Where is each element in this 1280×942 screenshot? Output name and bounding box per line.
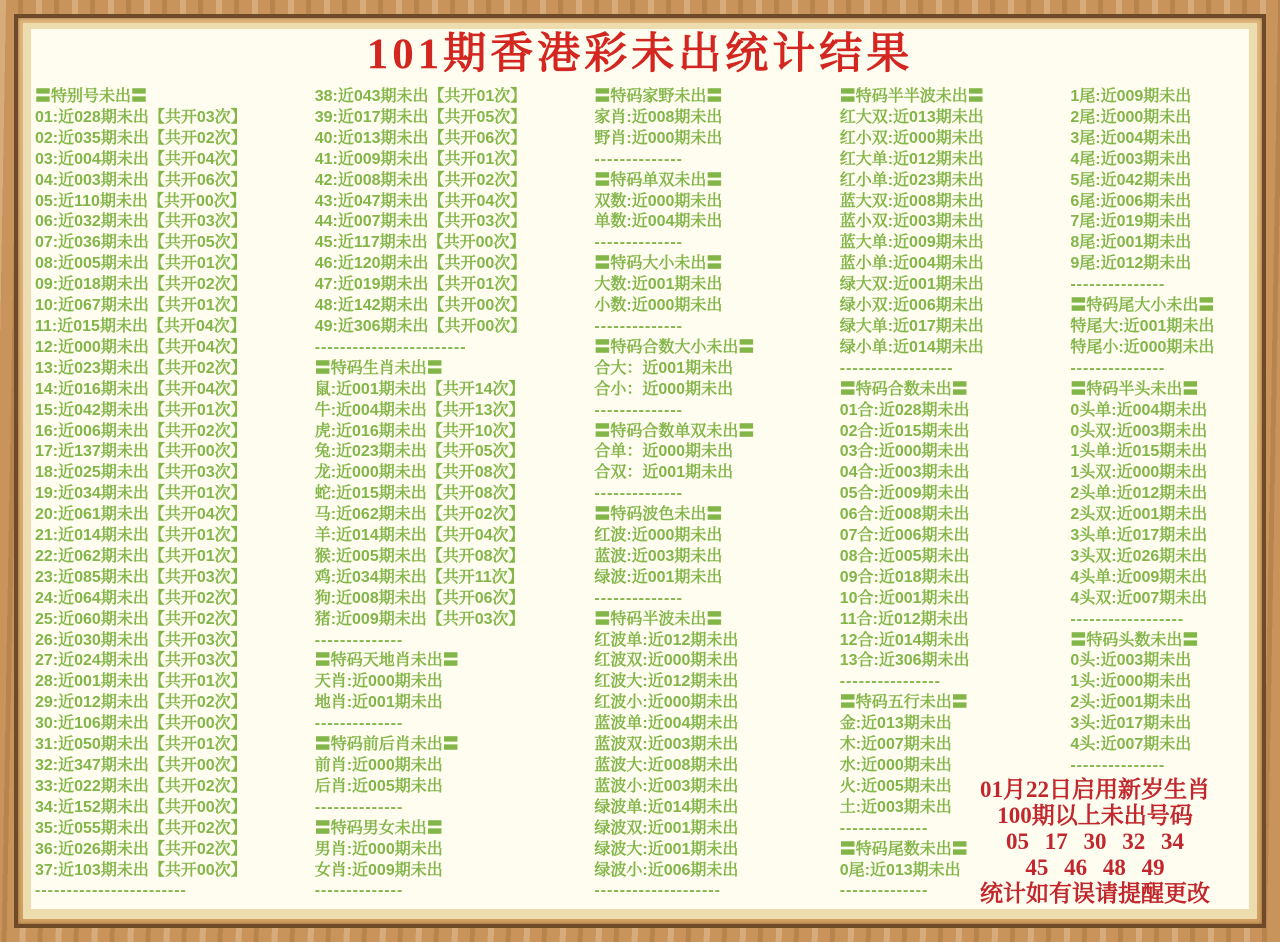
stat-line: 07合:近006期未出 — [839, 527, 970, 545]
stat-line: 08:近005期未出【共开01次】 — [35, 255, 247, 273]
stat-line: 3头:近017期未出 — [1070, 715, 1192, 733]
stat-line: 12:近000期未出【共开04次】 — [35, 338, 247, 356]
section-header: 〓特码合数未出〓 — [839, 380, 968, 398]
section-header: 〓特码天地肖未出〓 — [314, 652, 459, 670]
separator: -------------- — [594, 150, 683, 168]
stat-line: 蓝波:近003期未出 — [594, 547, 723, 565]
stat-line: 13:近023期未出【共开02次】 — [35, 359, 247, 377]
stat-line: 小数:近000期未出 — [594, 297, 723, 315]
stat-line: 绿小双:近006期未出 — [839, 297, 984, 315]
section-header: 〓特码生肖未出〓 — [314, 359, 443, 377]
stat-line: 02:近035期未出【共开02次】 — [35, 129, 247, 147]
stat-line: 羊:近014期未出【共开04次】 — [314, 527, 525, 545]
stat-line: 27:近024期未出【共开03次】 — [35, 652, 247, 670]
stat-line: 0头:近003期未出 — [1070, 652, 1192, 670]
stat-line: 8尾:近001期未出 — [1070, 234, 1192, 252]
stat-line: 34:近152期未出【共开00次】 — [35, 798, 247, 816]
section-header: 〓特码五行未出〓 — [839, 694, 968, 712]
stat-line: 09合:近018期未出 — [839, 568, 970, 586]
stat-line: 特尾小:近000期未出 — [1070, 338, 1215, 356]
stat-line: 女肖:近009期未出 — [314, 861, 443, 879]
separator: -------------------- — [594, 882, 721, 900]
stat-line: 23:近085期未出【共开03次】 — [35, 568, 247, 586]
separator: ---------------- — [839, 673, 941, 691]
stat-line: 绿波大:近001期未出 — [594, 840, 739, 858]
separator: -------------- — [839, 819, 929, 837]
separator: -------------- — [594, 234, 683, 252]
stat-line: 30:近106期未出【共开00次】 — [35, 715, 247, 733]
stat-line: 10合:近001期未出 — [839, 589, 970, 607]
footer-line: 01月22日启用新岁生肖 — [980, 777, 1210, 802]
stat-line: 35:近055期未出【共开02次】 — [35, 819, 247, 837]
stat-line: 20:近061期未出【共开04次】 — [35, 506, 247, 524]
stat-line: 4尾:近003期未出 — [1070, 150, 1192, 168]
separator: -------------- — [839, 882, 929, 900]
section-header: 〓特别号未出〓 — [35, 88, 148, 105]
stat-line: 4头双:近007期未出 — [1070, 589, 1208, 607]
stat-line: 15:近042期未出【共开01次】 — [35, 401, 247, 419]
section-header: 〓特码单双未出〓 — [594, 171, 723, 189]
stat-line: 前肖:近000期未出 — [314, 757, 443, 774]
stat-line: 06合:近008期未出 — [839, 506, 970, 524]
stat-line: 21:近014期未出【共开01次】 — [35, 527, 247, 545]
stat-line: 绿波双:近001期未出 — [594, 819, 739, 837]
stat-line: 14:近016期未出【共开04次】 — [35, 380, 247, 398]
section-header: 〓特码大小未出〓 — [594, 255, 723, 273]
section-header: 〓特码合数大小未出〓 — [594, 338, 755, 356]
stat-line: 龙:近000期未出【共开08次】 — [314, 464, 525, 482]
stat-line: 合小：近000期未出 — [594, 380, 734, 398]
column-special-numbers — [35, 87, 315, 902]
stat-line: 46:近120期未出【共开00次】 — [314, 255, 527, 273]
stat-line: 水:近000期未出 — [839, 757, 952, 774]
stat-line: 绿波单:近014期未出 — [594, 798, 739, 816]
separator: ------------------------ — [35, 882, 187, 900]
stat-line: 虎:近016期未出【共开10次】 — [314, 422, 525, 440]
stat-line: 双数:近000期未出 — [594, 192, 723, 210]
section-header: 〓特码半波未出〓 — [594, 610, 723, 628]
page-title: 101期香港彩未出统计结果 — [366, 31, 914, 78]
stat-line: 地肖:近001期未出 — [314, 694, 443, 712]
footer-line: 45 46 48 49 — [1025, 855, 1165, 880]
stat-line: 36:近026期未出【共开02次】 — [35, 840, 247, 858]
stat-line: 49:近306期未出【共开00次】 — [314, 317, 527, 335]
column-attributes — [594, 87, 839, 902]
stat-line: 绿大单:近017期未出 — [839, 317, 984, 335]
stat-line: 2头双:近001期未出 — [1070, 506, 1208, 524]
stat-line: 蓝小单:近004期未出 — [839, 255, 984, 273]
stat-line: 3头单:近017期未出 — [1070, 527, 1208, 545]
stat-line: 马:近062期未出【共开02次】 — [314, 506, 525, 524]
stat-line: 38:近043期未出【共开01次】 — [314, 88, 527, 105]
stat-line: 蓝波单:近004期未出 — [594, 715, 739, 733]
stat-line: 06:近032期未出【共开03次】 — [35, 213, 247, 231]
separator: ------------------ — [839, 359, 954, 377]
stat-line: 22:近062期未出【共开01次】 — [35, 547, 247, 565]
separator: --------------- — [1070, 757, 1166, 774]
stat-line: 蓝波小:近003期未出 — [594, 777, 739, 795]
stat-line: 红大单:近012期未出 — [839, 150, 984, 168]
stat-line: 1尾:近009期未出 — [1070, 88, 1192, 105]
stat-line: 2头单:近012期未出 — [1070, 485, 1208, 503]
stat-line: 单数:近004期未出 — [594, 213, 723, 231]
stat-line: 0头单:近004期未出 — [1070, 401, 1208, 419]
stat-line: 6尾:近006期未出 — [1070, 192, 1192, 210]
stat-line: 1头单:近015期未出 — [1070, 443, 1208, 461]
frame-bevel — [14, 14, 1266, 928]
stat-line: 狗:近008期未出【共开06次】 — [314, 589, 525, 607]
stat-line: 31:近050期未出【共开01次】 — [35, 736, 247, 754]
stat-line: 05:近110期未出【共开00次】 — [35, 192, 246, 210]
stat-line: 43:近047期未出【共开04次】 — [314, 192, 527, 210]
stat-line: 42:近008期未出【共开02次】 — [314, 171, 527, 189]
stat-line: 11合:近012期未出 — [839, 610, 969, 628]
stat-line: 特尾大:近001期未出 — [1070, 317, 1215, 335]
stat-line: 5尾:近042期未出 — [1070, 171, 1192, 189]
stat-line: 1头:近000期未出 — [1070, 673, 1192, 691]
stat-line: 3头双:近026期未出 — [1070, 547, 1208, 565]
stat-line: 45:近117期未出【共开00次】 — [314, 234, 526, 252]
separator: -------------- — [594, 401, 683, 419]
section-header: 〓特码半头未出〓 — [1070, 380, 1199, 398]
stat-line: 13合:近306期未出 — [839, 652, 970, 670]
stat-line: 火:近005期未出 — [839, 777, 952, 795]
separator: -------------- — [314, 882, 404, 900]
separator: --------------- — [1070, 276, 1166, 294]
stat-line: 红波大:近012期未出 — [594, 673, 739, 691]
stat-line: 29:近012期未出【共开02次】 — [35, 694, 247, 712]
stat-line: 红波:近000期未出 — [594, 527, 723, 545]
stat-line: 41:近009期未出【共开01次】 — [314, 150, 527, 168]
stat-line: 0头双:近003期未出 — [1070, 422, 1208, 440]
footer-line: 05 17 30 32 34 — [1006, 829, 1184, 854]
stat-line: 7尾:近019期未出 — [1070, 213, 1192, 231]
stat-line: 野肖:近000期未出 — [594, 129, 723, 147]
stat-line: 48:近142期未出【共开00次】 — [314, 297, 527, 315]
stat-line: 土:近003期未出 — [839, 798, 952, 816]
stat-line: 17:近137期未出【共开00次】 — [35, 443, 247, 461]
stat-line: 合单：近000期未出 — [594, 443, 734, 461]
stat-line: 蓝小双:近003期未出 — [839, 213, 984, 231]
stat-line: 蛇:近015期未出【共开08次】 — [314, 485, 525, 503]
stat-line: 12合:近014期未出 — [839, 631, 970, 649]
stat-line: 10:近067期未出【共开01次】 — [35, 297, 247, 315]
stat-line: 44:近007期未出【共开03次】 — [314, 213, 527, 231]
stat-line: 蓝波大:近008期未出 — [594, 757, 739, 774]
stat-line: 红大双:近013期未出 — [839, 108, 984, 126]
stat-line: 40:近013期未出【共开06次】 — [314, 129, 527, 147]
separator: ------------------ — [1070, 610, 1185, 628]
stat-line: 04合:近003期未出 — [839, 464, 970, 482]
stat-line: 牛:近004期未出【共开13次】 — [314, 401, 525, 419]
stat-line: 03合:近000期未出 — [839, 443, 970, 461]
separator: -------------- — [594, 317, 683, 335]
stat-line: 4头:近007期未出 — [1070, 736, 1192, 754]
stat-line: 绿波:近001期未出 — [594, 568, 723, 586]
stat-line: 猴:近005期未出【共开08次】 — [314, 547, 525, 565]
column-numbers-zodiac — [315, 87, 595, 902]
stat-line: 鼠:近001期未出【共开14次】 — [314, 380, 525, 398]
stat-line: 蓝大单:近009期未出 — [839, 234, 984, 252]
stat-line: 大数:近001期未出 — [594, 276, 723, 294]
stat-line: 家肖:近008期未出 — [594, 108, 723, 126]
stat-line: 09:近018期未出【共开02次】 — [35, 276, 247, 294]
stat-line: 25:近060期未出【共开02次】 — [35, 610, 247, 628]
section-header: 〓特码尾大小未出〓 — [1070, 297, 1215, 315]
stat-line: 蓝大双:近008期未出 — [839, 192, 984, 210]
section-header: 〓特码头数未出〓 — [1070, 631, 1199, 649]
stat-line: 红波双:近000期未出 — [594, 652, 739, 670]
stat-line: 兔:近023期未出【共开05次】 — [314, 443, 525, 461]
stat-line: 16:近006期未出【共开02次】 — [35, 422, 247, 440]
section-header: 〓特码家野未出〓 — [594, 88, 723, 105]
separator: -------------- — [594, 589, 683, 607]
stat-line: 02合:近015期未出 — [839, 422, 970, 440]
stat-line: 男肖:近000期未出 — [314, 840, 443, 858]
stat-line: 07:近036期未出【共开05次】 — [35, 234, 247, 252]
stat-line: 11:近015期未出【共开04次】 — [35, 317, 246, 335]
stat-line: 鸡:近034期未出【共开11次】 — [314, 568, 524, 586]
section-header: 〓特码前后肖未出〓 — [314, 736, 459, 754]
separator: -------------- — [314, 631, 404, 649]
stat-line: 金:近013期未出 — [839, 715, 952, 733]
stat-line: 合双：近001期未出 — [594, 464, 734, 482]
stat-line: 绿大双:近001期未出 — [839, 276, 984, 294]
stat-line: 天肖:近000期未出 — [314, 673, 443, 691]
section-header: 〓特码男女未出〓 — [314, 819, 443, 837]
stat-line: 01:近028期未出【共开03次】 — [35, 108, 247, 126]
stat-line: 28:近001期未出【共开01次】 — [35, 673, 247, 691]
stat-line: 0尾:近013期未出 — [839, 861, 961, 879]
stat-line: 红波单:近012期未出 — [594, 631, 739, 649]
separator: --------------- — [1070, 359, 1166, 377]
stat-line: 红波小:近000期未出 — [594, 694, 739, 712]
stat-line: 蓝波双:近003期未出 — [594, 736, 739, 754]
stat-line: 19:近034期未出【共开01次】 — [35, 485, 247, 503]
separator: -------------- — [594, 485, 683, 503]
stat-line: 木:近007期未出 — [839, 736, 952, 754]
stat-line: 01合:近028期未出 — [839, 401, 970, 419]
footer-notice — [945, 777, 1245, 907]
stat-line: 绿波小:近006期未出 — [594, 861, 739, 879]
stat-line: 2尾:近000期未出 — [1070, 108, 1192, 126]
footer-line: 100期以上未出号码 — [997, 803, 1193, 828]
section-header: 〓特码半半波未出〓 — [839, 88, 984, 105]
stat-line: 39:近017期未出【共开05次】 — [314, 108, 527, 126]
stats-sheet — [31, 29, 1249, 909]
stat-line: 33:近022期未出【共开02次】 — [35, 777, 247, 795]
stat-line: 47:近019期未出【共开01次】 — [314, 276, 527, 294]
stat-line: 04:近003期未出【共开06次】 — [35, 171, 247, 189]
stat-line: 32:近347期未出【共开00次】 — [35, 757, 247, 774]
stat-line: 猪:近009期未出【共开03次】 — [314, 610, 525, 628]
stat-line: 24:近064期未出【共开02次】 — [35, 589, 247, 607]
footer-line: 统计如有误请提醒更改 — [980, 881, 1210, 906]
stat-line: 18:近025期未出【共开03次】 — [35, 464, 247, 482]
stat-line: 合大：近001期未出 — [594, 359, 734, 377]
stat-line: 03:近004期未出【共开04次】 — [35, 150, 247, 168]
column-tails-heads — [1070, 87, 1247, 777]
separator: -------------- — [314, 715, 404, 733]
separator: ------------------------ — [314, 338, 467, 356]
stat-line: 4头单:近009期未出 — [1070, 568, 1208, 586]
section-header: 〓特码合数单双未出〓 — [594, 422, 755, 440]
section-header: 〓特码波色未出〓 — [594, 506, 723, 524]
stat-line: 2头:近001期未出 — [1070, 694, 1192, 712]
frame-mat — [23, 23, 1257, 919]
stat-line: 后肖:近005期未出 — [314, 777, 443, 795]
stat-line: 05合:近009期未出 — [839, 485, 970, 503]
stat-line: 红小单:近023期未出 — [839, 171, 984, 189]
stat-line: 37:近103期未出【共开00次】 — [35, 861, 247, 879]
stat-line: 绿小单:近014期未出 — [839, 338, 984, 356]
stat-line: 红小双:近000期未出 — [839, 129, 984, 147]
separator: -------------- — [314, 798, 404, 816]
section-header: 〓特码尾数未出〓 — [839, 840, 968, 858]
stat-line: 26:近030期未出【共开03次】 — [35, 631, 247, 649]
stat-line: 3尾:近004期未出 — [1070, 129, 1192, 147]
stat-line: 9尾:近012期未出 — [1070, 255, 1192, 273]
stat-line: 1头双:近000期未出 — [1070, 464, 1208, 482]
stat-line: 08合:近005期未出 — [839, 547, 970, 565]
